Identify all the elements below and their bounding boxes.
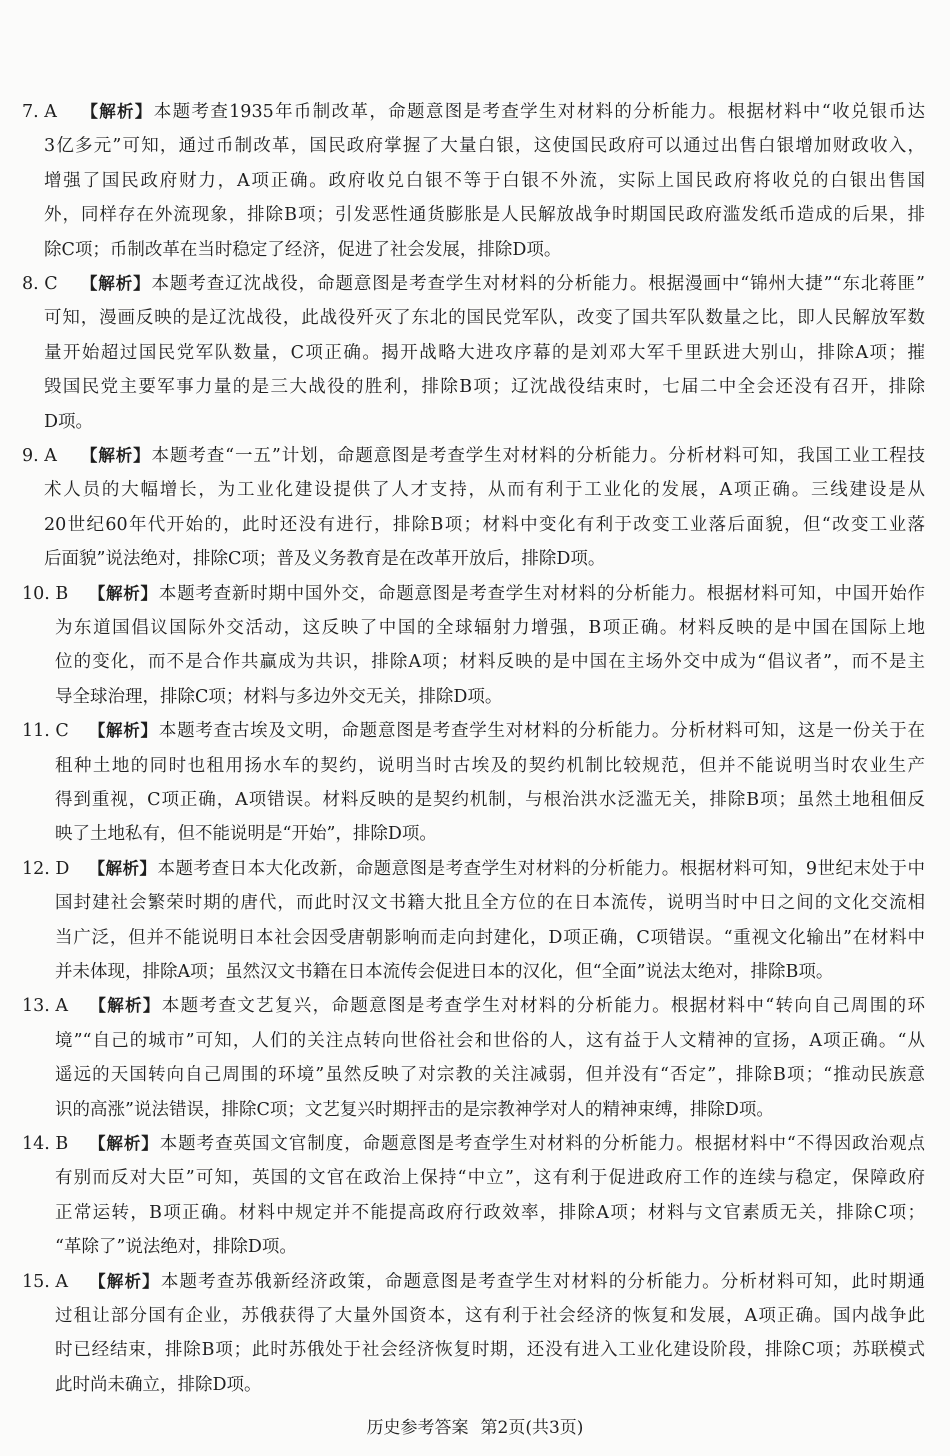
question-text: 境”“自己的城市”可知，人们的关注点转向世俗社会和世俗的人，这有益于人文精神的宣扬，A项正确。“从	[55, 1030, 925, 1051]
question-9-first-line	[22, 444, 925, 468]
question-text-line	[55, 685, 925, 709]
question-text-line	[55, 960, 925, 984]
question-text-line	[44, 513, 925, 537]
question-text: 此时尚未确立，排除D项。	[55, 1374, 262, 1395]
question-number-answer: 10. B	[22, 583, 69, 604]
question-text-line	[44, 478, 925, 502]
analysis-tag: 【解析】	[88, 583, 158, 603]
analysis-tag: 【解析】	[88, 1134, 159, 1153]
question-text: 本题考查“一五”计划，命题意图是考查学生对材料的分析能力。分析材料可知，我国工业工程技	[151, 446, 926, 466]
question-number-answer: 9. A	[22, 446, 57, 466]
page-footer	[0, 1413, 950, 1438]
question-number-answer: 15. A	[22, 1271, 69, 1292]
question-text-line	[55, 1063, 925, 1087]
question-text: 术人员的大幅增长，为工业化建设提供了人才支持，从而有利于工业化的发展，A项正确。三线建设是从	[44, 480, 925, 501]
question-text: 并未体现，排除A项；虽然汉文书籍在日本流传会促进日本的汉化，但“全面”说法太绝对，排除B项。	[55, 962, 834, 982]
question-text: 20世纪60年代开始的，此时还没有进行，排除B项；材料中变化有利于改变工业落后面貌，但“改变工业落	[44, 514, 925, 535]
question-text: 本题考查文艺复兴，命题意图是考查学生对材料的分析能力。根据材料中“转向自己周围的环	[161, 996, 926, 1017]
question-7-first-line	[22, 100, 925, 124]
question-text: 本题考查辽沈战役，命题意图是考查学生对材料的分析能力。根据漫画中“锦州大捷”“东北蒋匪”	[151, 274, 925, 294]
question-text: 除C项；币制改革在当时稳定了经济，促进了社会发展，排除D项。	[44, 239, 562, 260]
question-number-answer: 12. D	[22, 858, 70, 879]
question-text-line	[55, 788, 925, 812]
question-text: 本题考查苏俄新经济政策，命题意图是考查学生对材料的分析能力。分析材料可知，此时期通	[160, 1271, 926, 1292]
question-10-first-line	[22, 582, 925, 606]
question-text-line	[44, 341, 925, 365]
question-text: 后面貌”说法绝对，排除C项；普及义务教育是在改革开放后，排除D项。	[44, 549, 606, 570]
question-number-answer: 7. A	[22, 102, 57, 122]
question-text: 可知，漫画反映的是辽沈战役，此战役歼灭了东北的国民党军队，改变了国共军队数量之比，即人民解放军数	[44, 308, 925, 329]
question-text-line	[55, 1304, 925, 1328]
question-text-line	[44, 238, 925, 262]
question-text-line	[55, 1029, 925, 1053]
question-text: 本题考查1935年币制改革，命题意图是考查学生对材料的分析能力。根据材料中“收兑银币达	[153, 102, 925, 122]
analysis-tag: 【解析】	[88, 1271, 160, 1291]
question-text: 本题考查英国文官制度，命题意图是考查学生对材料的分析能力。根据材料中“不得因政治观点	[159, 1134, 925, 1154]
question-text-line	[55, 1098, 925, 1122]
question-text: 遥远的天国转向自己周围的环境”虽然反映了对宗教的关注减弱，但并没有“否定”，排除B项；“推动民族意	[55, 1065, 925, 1086]
question-text: 正常运转，B项正确。材料中规定并不能提高政府行政效率，排除A项；材料与文官素质无关，排除C项；	[55, 1202, 925, 1223]
question-text-line	[55, 650, 925, 674]
question-13-first-line	[22, 994, 925, 1018]
question-text: 国封建社会繁荣时期的唐代，而此时汉文书籍大批且全方位的在日本流传，说明当时中日之间的文化交流相	[55, 893, 925, 914]
question-text: 3亿多元”可知，通过币制改革，国民政府掌握了大量白银，这使国民政府可以通过出售白银增加财政收入，	[44, 136, 925, 157]
question-text: 本题考查日本大化改新，命题意图是考查学生对材料的分析能力。根据材料可知，9世纪末处于中	[157, 858, 925, 879]
analysis-tag: 【解析】	[80, 102, 153, 121]
question-12-first-line	[22, 857, 925, 881]
question-number-answer: 8. C	[22, 274, 58, 294]
analysis-tag: 【解析】	[88, 858, 157, 878]
question-text-line	[55, 1373, 925, 1397]
question-text-line	[55, 891, 925, 915]
question-text: 有别而反对大臣”可知，英国的文官在政治上保持“中立”，这有利于促进政府工作的连续与稳定，保障政府	[55, 1168, 925, 1189]
question-text-line	[44, 169, 925, 193]
footer-subject: 历史参考答案	[366, 1418, 469, 1438]
question-text-line	[44, 547, 925, 571]
question-text: 时已经结束，排除B项；此时苏俄处于社会经济恢复时期，还没有进入工业化建设阶段，排除C项；苏联模式	[55, 1340, 925, 1361]
question-text-line	[55, 754, 925, 778]
question-text: 本题考查新时期中国外交，命题意图是考查学生对材料的分析能力。根据材料可知，中国开始作	[158, 583, 926, 604]
question-11-first-line	[22, 719, 925, 743]
question-text-line	[44, 306, 925, 330]
question-8-first-line	[22, 272, 925, 296]
question-15-first-line	[22, 1270, 925, 1294]
question-text-line	[44, 410, 925, 434]
question-number-answer: 13. A	[22, 996, 69, 1017]
question-text: 租种土地的同时也租用扬水车的契约，说明当时古埃及的契约机制比较规范，但并不能说明当时农业生产	[55, 755, 925, 776]
question-text: 识的高涨”说法错误，排除C项；文艺复兴时期抨击的是宗教神学对人的精神束缚，排除D项。	[55, 1099, 774, 1120]
question-text: 增强了国民政府财力，A项正确。政府收兑白银不等于白银不外流，实际上国民政府将收兑的白银出售国	[44, 170, 925, 191]
question-text-line	[55, 822, 925, 846]
question-text: 当广泛，但并不能说明日本社会因受唐朝影响而走向封建化，D项正确，C项错误。“重视文化输出”在材料中	[55, 927, 925, 948]
question-text: 量开始超过国民党军队数量，C项正确。揭开战略大进攻序幕的是刘邓大军千里跃进大别山，排除A项；摧	[44, 342, 925, 363]
footer-page-number: 第2页(共3页)	[480, 1418, 584, 1438]
question-number-answer: 14. B	[22, 1134, 69, 1154]
question-text: 导全球治理，排除C项；材料与多边外交无关，排除D项。	[55, 686, 503, 707]
question-text: 映了土地私有，但不能说明是“开始”，排除D项。	[55, 824, 437, 845]
analysis-tag: 【解析】	[88, 721, 158, 741]
analysis-tag: 【解析】	[80, 274, 151, 293]
question-text: 过租让部分国有企业，苏俄获得了大量外国资本，这有利于社会经济的恢复和发展，A项正确。国内战争此	[55, 1306, 925, 1326]
question-text-line	[55, 1201, 925, 1225]
question-text-line	[55, 1338, 925, 1362]
question-text: 外，同样存在外流现象，排除B项；引发恶性通货膨胀是人民解放战争时期国民政府滥发纸币造成的后果，排	[44, 205, 925, 226]
question-text-line	[55, 1166, 925, 1190]
question-text: 为东道国倡议国际外交活动，这反映了中国的全球辐射力增强，B项正确。材料反映的是中国在国际上地	[55, 618, 925, 638]
question-text: 本题考查古埃及文明，命题意图是考查学生对材料的分析能力。分析材料可知，这是一份关于在	[158, 721, 926, 742]
question-text-line	[55, 1235, 925, 1259]
question-text: 位的变化，而不是合作共赢成为共识，排除A项；材料反映的是中国在主场外交中成为“倡议者”，而不是主	[55, 652, 925, 673]
question-text: D项。	[44, 411, 94, 432]
analysis-tag: 【解析】	[80, 446, 151, 465]
question-text-line	[44, 134, 925, 158]
question-number-answer: 11. C	[22, 721, 69, 742]
question-text: 毁国民党主要军事力量的是三大战役的胜利，排除B项；辽沈战役结束时，七届二中全会还没有召开，排除	[44, 377, 925, 398]
question-14-first-line	[22, 1132, 925, 1156]
analysis-tag: 【解析】	[88, 996, 161, 1016]
question-text-line	[44, 203, 925, 227]
question-text: “革除了”说法绝对，排除D项。	[55, 1237, 297, 1258]
question-text-line	[55, 926, 925, 950]
question-text-line	[44, 375, 925, 399]
question-text-line	[55, 616, 925, 640]
question-text: 得到重视，C项正确，A项错误。材料反映的是契约机制，与根治洪水泛滥无关，排除B项；虽然土地租佃反	[55, 790, 925, 810]
